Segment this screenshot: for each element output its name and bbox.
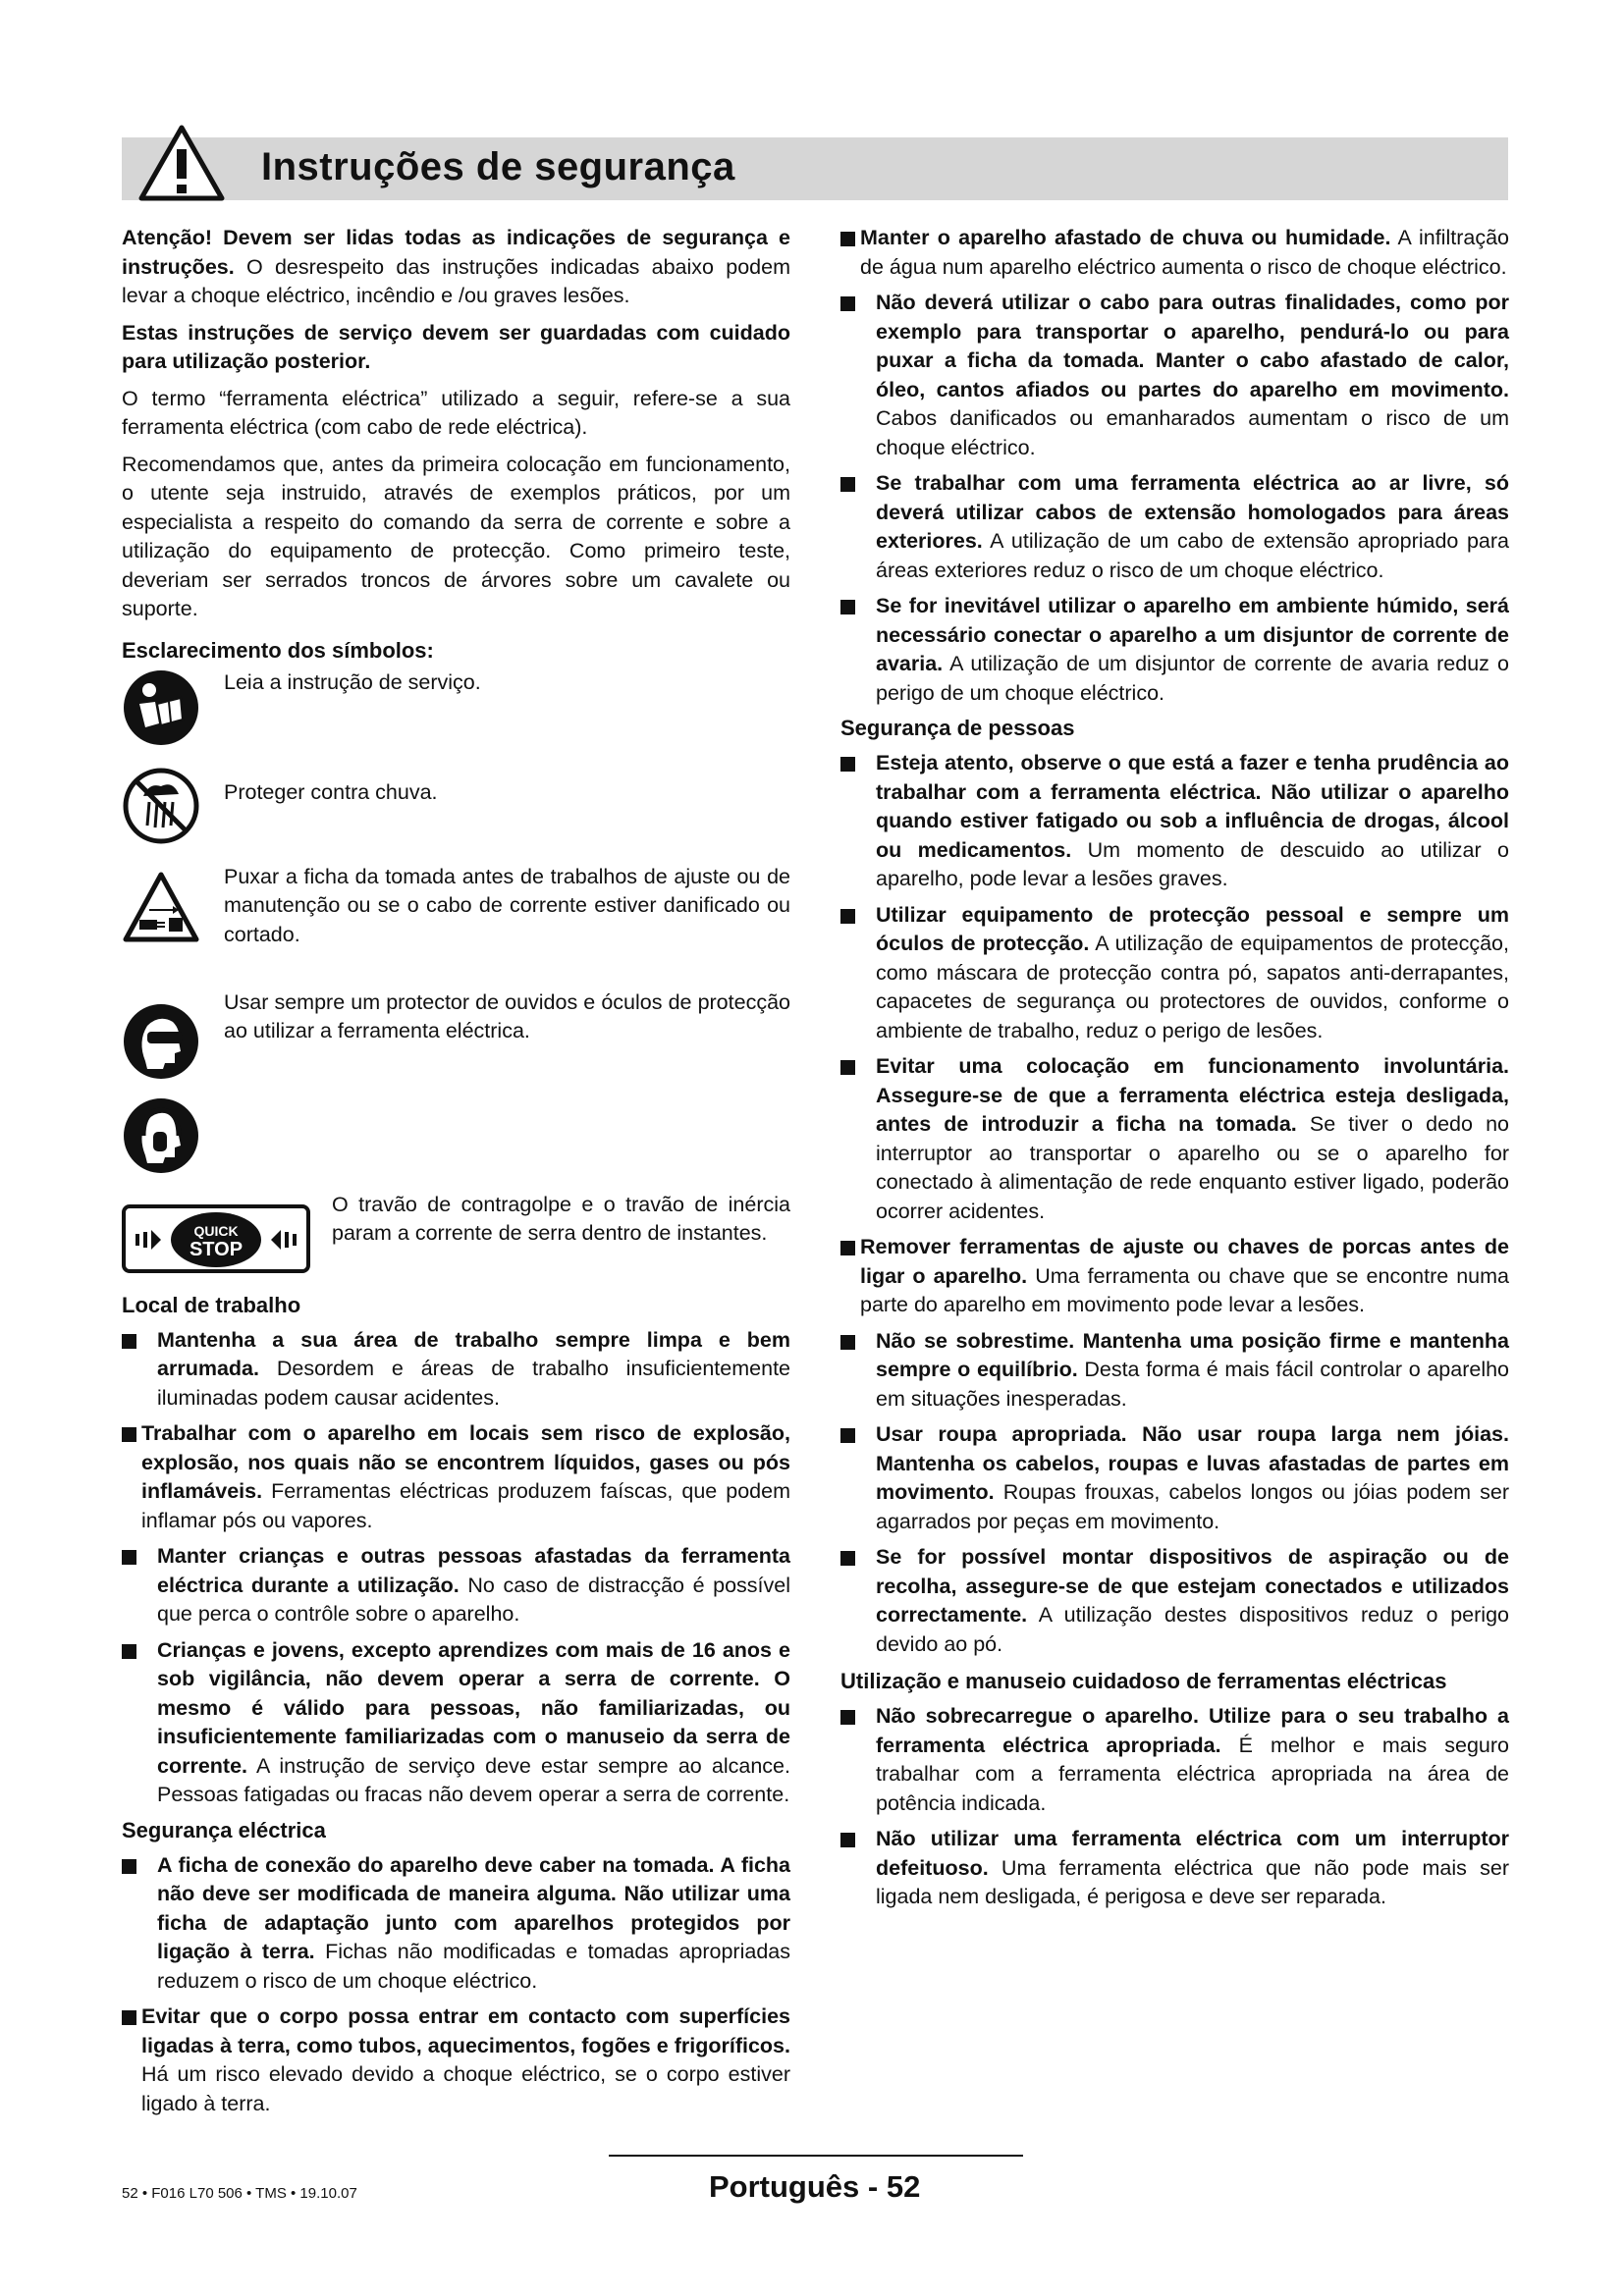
footer-divider (609, 2155, 1023, 2157)
bullet-square (122, 1859, 136, 1874)
bullet-square (840, 1060, 855, 1075)
list-item (840, 224, 1509, 282)
item-bold: Evitar que o corpo possa entrar em contacto com superfícies ligadas à terra, como tubos, aquecimentos, fogões e frigoríficos. (141, 2004, 790, 2057)
list-item (122, 2002, 790, 2118)
bullet-square (840, 1335, 855, 1350)
bullet-square (840, 1551, 855, 1566)
quick-label: QUICK (193, 1222, 239, 1239)
unplug-warning-icon (122, 871, 200, 945)
warning-icon (137, 124, 226, 202)
item-text: A infiltração de água num aparelho eléctrico aumenta o risco de choque eléctrico. (860, 226, 1509, 279)
bullet-square (840, 1833, 855, 1847)
bullet-square (840, 477, 855, 492)
item-bold: Não se sobrestime. Mantenha uma posição firme e mantenha sempre o equilíbrio. (876, 1328, 1509, 1381)
item-text: Desordem e áreas de trabalho insuficientemente iluminadas podem causar acidentes. (157, 1357, 790, 1410)
list-item (122, 1419, 790, 1535)
ear-protection-icon (122, 1096, 200, 1175)
list-item (122, 1326, 790, 1414)
read-manual-icon (122, 668, 200, 747)
item-text: Fichas não modificadas e tomadas apropriadas reduzem o risco de um choque eléctrico. (157, 1940, 790, 1993)
item-bold: Crianças e jovens, excepto aprendizes com mais de 16 anos e sob vigilância, não devem operar a serra de corrente. O mesmo é válido para pessoas, não familiarizadas, ou insuficientemente familiarizadas com o manuseio da serra de corrente. (157, 1637, 790, 1778)
item-bold: Utilizar equipamento de protecção pessoal e sempre um óculos de protecção. (876, 902, 1509, 955)
item-text: Uma ferramenta eléctrica que não pode mais ser ligada nem desligada, é perigosa e deve ser reparada. (876, 1855, 1509, 1908)
item-bold: Manter crianças e outras pessoas afastadas da ferramenta eléctrica durante a utilização. (157, 1544, 790, 1597)
bullet-square (840, 1428, 855, 1443)
item-bold: Se trabalhar com uma ferramenta eléctrica ao ar livre, só deverá utilizar cabos de extensão homologados para áreas exteriores. (876, 471, 1509, 553)
item-text: A instrução de serviço deve estar sempre ao alcance. Pessoas fatigadas ou fracas não devem operar a serra de corrente. (157, 1753, 790, 1806)
intro-text: O desrespeito das instruções indicadas abaixo podem levar a choque eléctrico, incêndio e /ou graves lesões. (122, 254, 790, 307)
bullet-square (840, 296, 855, 311)
work-area-heading: Local de trabalho (122, 1292, 301, 1317)
recommend-paragraph: Recomendamos que, antes da primeira colocação em funcionamento, o utente seja instruido, através de exemplos práticos, por um especialista a respeito do comando da serra de corrente e sobre a utilização do equipamento de protecção. Como primeiro teste, deveriam ser serrados troncos de árvores sobre um cavalete ou suporte. (122, 452, 790, 620)
symbol-row (122, 1191, 790, 1285)
right-column (840, 224, 1509, 1912)
item-bold: Não deverá utilizar o cabo para outras finalidades, como por exemplo para transportar o aparelho, pendurá-lo ou para puxar a ficha da tomada. Manter o cabo afastado de calor, óleo, cantos afiados ou partes do aparelho em movimento. (876, 291, 1509, 401)
item-text: Cabos danificados ou emanharados aumentam o risco de um choque eléctrico. (876, 406, 1509, 459)
item-bold: Remover ferramentas de ajuste ou chaves de porcas antes de ligar o aparelho. (860, 1235, 1509, 1288)
page-title: Instruções de segurança (261, 145, 735, 188)
symbol-text: O travão de contragolpe e o travão de inércia param a corrente de serra dentro de instantes. (332, 1192, 790, 1245)
symbol-text: Leia a instrução de serviço. (224, 669, 481, 694)
list-item (122, 1636, 790, 1810)
symbol-row (122, 988, 790, 1079)
symbols-heading: Esclarecimento dos símbolos: (122, 637, 434, 663)
list-item (122, 1851, 790, 1997)
symbol-row (122, 863, 790, 979)
intro-paragraph (122, 224, 790, 311)
electrical-heading: Segurança eléctrica (122, 1817, 326, 1842)
keep-instructions: Estas instruções de serviço devem ser guardadas com cuidado para utilização posterior. (122, 320, 790, 373)
item-text: Desta forma é mais fácil controlar o aparelho em situações inesperadas. (876, 1358, 1510, 1411)
left-column (122, 224, 790, 2118)
list-item (840, 469, 1509, 585)
list-item (840, 1420, 1509, 1536)
header-bar (122, 137, 1508, 200)
bullet-square (122, 2010, 136, 2025)
item-text: Há um risco elevado devido a choque eléctrico, se o corpo estiver ligado à terra. (141, 2062, 790, 2115)
bullet-square (840, 1710, 855, 1725)
item-text: É melhor e mais seguro trabalhar com a ferramenta eléctrica apropriada na área de potência indicada. (876, 1733, 1509, 1815)
list-item (840, 592, 1509, 708)
bullet-square (122, 1644, 136, 1659)
item-text: A utilização de um cabo de extensão apropriado para áreas exteriores reduz o risco de um choque eléctrico. (876, 529, 1509, 582)
term-paragraph: O termo “ferramenta eléctrica” utilizado a seguir, refere-se a sua ferramenta eléctrica (com cabo de rede eléctrica). (122, 386, 790, 439)
item-text: Uma ferramenta ou chave que se encontre numa parte do aparelho em movimento pode levar a lesões. (860, 1263, 1509, 1316)
item-text: A utilização de um disjuntor de corrente de avaria reduz o perigo de um choque eléctrico. (876, 652, 1509, 705)
bullet-square (122, 1334, 136, 1349)
footer-code: 52 • F016 L70 506 • TMS • 19.10.07 (122, 2185, 357, 2202)
list-item (840, 1327, 1509, 1415)
item-text: Um momento de descuido ao utilizar o aparelho, pode levar a lesões graves. (876, 837, 1509, 890)
item-text: Se tiver o dedo no interruptor ao transportar o aparelho ou se o aparelho for conectado à alimentação de rede enquanto estiver ligado, poderão ocorrer acidentes. (876, 1112, 1509, 1223)
item-bold: Trabalhar com o aparelho em locais sem risco de explosão, explosão, nos quais não se encontrem líquidos, gases ou pós inflamáveis. (141, 1421, 790, 1503)
tool-use-heading: Utilização e manuseio cuidadoso de ferramentas eléctricas (840, 1669, 1447, 1693)
list-item (840, 749, 1509, 894)
quick-stop-icon (122, 1204, 310, 1273)
stop-label: STOP (189, 1238, 244, 1260)
symbol-text: Usar sempre um protector de ouvidos e óculos de protecção ao utilizar a ferramenta eléctrica. (224, 989, 790, 1042)
item-bold: Evitar uma colocação em funcionamento involuntária. Assegure-se de que a ferramenta eléctrica esteja desligada, antes de introduzir a ficha na tomada. (876, 1054, 1509, 1136)
bullet-square (840, 1241, 855, 1255)
page-number: Português - 52 (709, 2169, 921, 2204)
intro-bold: Atenção! Devem ser lidas todas as indicações de segurança e instruções. (122, 226, 790, 279)
list-item (840, 901, 1509, 1046)
item-text: No caso de distracção é possível que perca o contrôle sobre o aparelho. (157, 1573, 790, 1626)
bullet-square (122, 1427, 136, 1442)
symbol-row (122, 668, 790, 759)
symbol-text: Puxar a ficha da tomada antes de trabalhos de ajuste ou de manutenção ou se o cabo de corrente estiver danificado ou cortado. (224, 864, 790, 946)
list-item (122, 1542, 790, 1629)
bullet-square (840, 909, 855, 924)
list-item (840, 1702, 1509, 1818)
item-bold: Se for inevitável utilizar o aparelho em ambiente húmido, será necessário conectar o aparelho a um disjuntor de corrente de avaria. (876, 594, 1509, 675)
symbol-row (122, 1096, 790, 1185)
no-rain-icon (122, 767, 200, 845)
symbol-text (224, 1096, 790, 1185)
item-bold: Se for possível montar dispositivos de aspiração ou de recolha, assegure-se de que estejam conectados e utilizados correctamente. (876, 1545, 1509, 1627)
list-item (840, 1052, 1509, 1226)
list-item (840, 1233, 1509, 1320)
symbol-text: Proteger contra chuva. (224, 779, 438, 804)
bullet-square (122, 1550, 136, 1565)
item-bold: Mantenha a sua área de trabalho sempre limpa e bem arrumada. (157, 1327, 790, 1380)
bullet-square (840, 757, 855, 772)
list-item (840, 289, 1509, 462)
item-text: A utilização destes dispositivos reduz o perigo devido ao pó. (876, 1603, 1509, 1656)
item-text: Ferramentas eléctricas produzem faíscas, que podem inflamar pós ou vapores. (141, 1479, 790, 1532)
item-bold: Não utilizar uma ferramenta eléctrica com um interruptor defeituoso. (876, 1827, 1509, 1880)
item-bold: Usar roupa apropriada. Não usar roupa larga nem jóias. Mantenha os cabelos, roupas e luvas afastadas de partes em movimento. (876, 1422, 1509, 1504)
item-bold: Manter o aparelho afastado de chuva ou humidade. (860, 226, 1391, 249)
personal-heading: Segurança de pessoas (840, 716, 1075, 740)
item-bold: Não sobrecarregue o aparelho. Utilize para o seu trabalho a ferramenta eléctrica apropriada. (876, 1704, 1509, 1757)
item-text: A utilização de equipamentos de protecção, como máscara de protecção contra pó, sapatos anti-derrapantes, capacetes de segurança ou protectores de ouvidos, conforme o ambiente de trabalho, reduz o perigo de lesões. (876, 932, 1509, 1042)
item-text: Roupas frouxas, cabelos longos ou jóias podem ser agarrados por peças em movimento. (876, 1480, 1509, 1533)
list-item (840, 1543, 1509, 1659)
item-bold: Esteja atento, observe o que está a fazer e tenha prudência ao trabalhar com a ferramenta eléctrica. Não utilizar o aparelho quando estiver fatigado ou sob a influência de drogas, álcool ou medicamentos. (876, 751, 1509, 862)
bullet-square (840, 232, 855, 246)
item-bold: A ficha de conexão do aparelho deve caber na tomada. A ficha não deve ser modificada de maneira alguma. Não utilizar uma ficha de adaptação junto com aparelhos protegidos por ligação à terra. (157, 1852, 790, 1963)
bullet-square (840, 600, 855, 614)
list-item (840, 1825, 1509, 1912)
eye-protection-icon (122, 1002, 200, 1081)
symbol-row (122, 767, 790, 857)
